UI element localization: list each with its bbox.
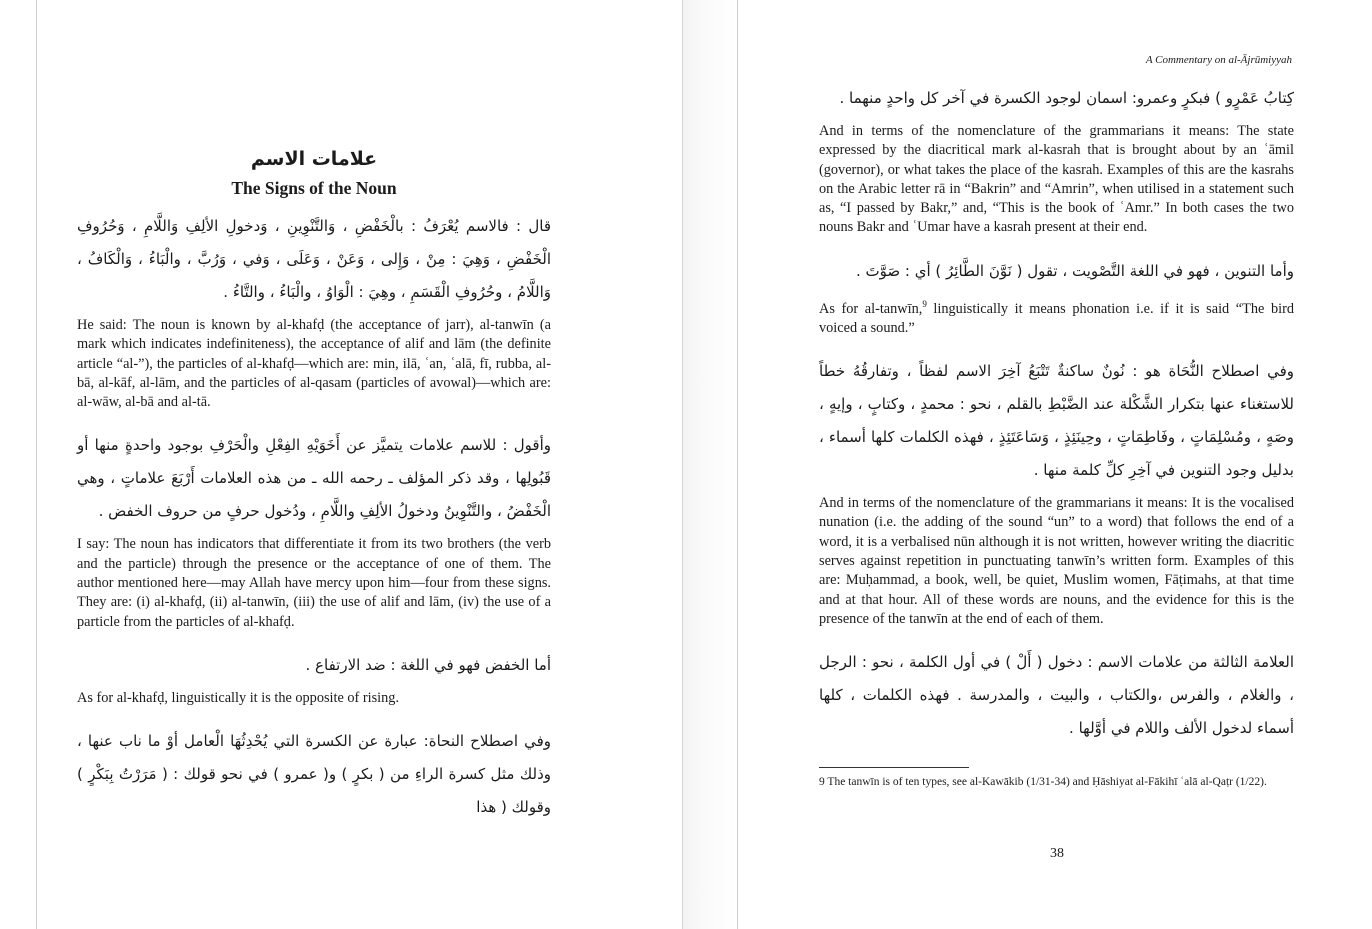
english-paragraph: I say: The noun has indicators that differentiate it from its two brothers (the verb and the particle) through the presence or the acceptance of one of them. The author mentioned here—may Allah have mercy upon him—four from these signs. They are: (i) al-khafḍ, (ii) al-tanwīn, (iii) the use of alif and lām, (iv) the use of a particle from the particles of al-khafḍ. xyxy=(77,536,551,630)
running-head: A Commentary on al-Ājrūmiyyah xyxy=(1145,54,1292,66)
english-paragraph: And in terms of the nomenclature of the grammarians it means: The state expressed by the diacritical mark al-kasrah that is brought about by an ʿāmil (governor), or what takes the place of the kasrah. Examples of this are the kasrahs on the Arabic letter rā in “Bakrin” and “Amrin”, when utilised in a statement such as, “I passed by Bakr,” and, “This is the book of ʿAmr.” In both cases the two nouns Bakr and ʿUmar have a kasrah present at their end. xyxy=(819,123,1294,236)
arabic-paragraph: العلامة الثالثة من علامات الاسم : دخول ( أَلْ ) في أول الكلمة ، نحو : الرجل ، والغلام ، والفرس ،والكتاب ، والبيت ، والمدرسة . فهذه الكلمات ، كلها أسماء لدخول الألف واللام في أوَّلها . xyxy=(819,653,1294,738)
arabic-paragraph: وفي اصطلاح النحاة: عبارة عن الكسرة التي يُحْدِثُهَا الْعامل أوْ ما ناب عنها ، وذلك مثل كسرة الراءِ من ( بكرٍ ) و( عمرو ) في نحو قولك : ( مَرَرْتُ بِبَكْرٍ ) وقولك ( هذا xyxy=(77,732,551,817)
english-paragraph: He said: The noun is known by al-khafḍ (the acceptance of jarr), al-tanwīn (a mark which indicates indefiniteness), the acceptance of alif and lām (the definite article “al-”), the particles of al-khafḍ—which are: min, ilā, ʿan, ʿalā, fī, rubba, al-bā, al-kāf, al-lām, and the particles of al-qasam (particles of avowal)—which are: al-wāw, al-bā and al-tā. xyxy=(77,317,551,411)
arabic-paragraph: وفي اصطلاح النُّحَاة هو : نُونٌ ساكنةٌ تَتْبَعُ آخِرَ الاسم لفظاً ، وتفارقُهُ خطاً للاستغناء عنها بتكرار الشَّكْلة عند الضَّبْطِ بالقلم ، نحو : محمدٍ ، وكتابٍ ، وإيهٍ ، وصَهٍ ، ومُسْلِمَاتٍ ، وفَاطِمَاتٍ ، وحِينَئِذٍ ، وَسَاعَتَئِذٍ ، فهذه الكلمات كلها أسماء ، بدليل وجود التنوين في آخِرِ كلِّ كلمة منها . xyxy=(819,362,1294,480)
page-number: 38 xyxy=(1050,846,1064,861)
page-edge-line xyxy=(737,0,738,929)
arabic-paragraph: أما الخفض فهو في اللغة : ضد الارتفاع . xyxy=(305,655,551,674)
arabic-paragraph: وأقول : للاسم علامات يتميَّز عن أَخَوَيْهِ الفِعْلِ والْحَرْفِ بوجود واحدةٍ منها أو قَبُولِها ، وقد ذكر المؤلف ـ رحمه الله ـ من هذه العلامات أَرْبَعَ علاماتٍ ، وهي الْخَفْضُ ، والتَّنْوِينُ ودخولُ الألِفِ واللَّامِ ، ودُخول حرفٍ من حروف الخفض . xyxy=(77,436,551,521)
footnote-rule xyxy=(819,767,969,768)
english-text-segment: As for al-tanwīn, xyxy=(819,300,923,317)
right-page-text-column xyxy=(819,50,1294,790)
english-chapter-title: The Signs of the Noun xyxy=(231,178,397,198)
english-paragraph xyxy=(819,295,1294,338)
english-paragraph: As for al-khafḍ, linguistically it is the opposite of rising. xyxy=(77,689,400,706)
arabic-paragraph: كِتابُ عَمْرٍو ) فبكرٍ وعمرو: اسمان لوجود الكسرة في آخر كل واحدٍ منهما . xyxy=(839,89,1294,107)
page-edge-line xyxy=(36,0,37,929)
english-paragraph: And in terms of the nomenclature of the grammarians it means: It is the vocalised nunation (i.e. the adding of the sound “un” to a word) that follows the end of a word, it is a verbalised nūn although it is not written, however writing the diacritic serves against repetition in punctuating tanwīn’s written form. Examples of this are: Muḥammad, a book, well, be quiet, Muslim women, Fāṭimahs, at that time and at that hour. All of these words are nouns, and the evidence for this is the presence of the tanwīn at the end of each of them. xyxy=(819,495,1294,627)
english-paragraph-text xyxy=(819,298,1294,336)
english-text-segment: linguistically it means phonation i.e. if it is said “The bird voiced a sound.” xyxy=(819,300,1294,336)
footnote-marker[interactable]: 9 xyxy=(922,298,927,309)
arabic-chapter-title: علامات الاسم xyxy=(250,148,378,170)
arabic-paragraph: وأما التنوين ، فهو في اللغة التَّصْويت ، تقول ( نَوَّنَ الطَّائِرُ ) أي : صَوَّتَ . xyxy=(856,261,1294,280)
right-page xyxy=(737,0,1372,929)
book-gutter xyxy=(683,0,737,929)
left-page xyxy=(0,0,683,929)
left-page-text-column xyxy=(77,148,551,824)
footnote: 9 The tanwīn is of ten types, see al-Kawākib (1/31-34) and Ḥāshiyat al-Fākihī ʿalā al-Qaṭr (1/22). xyxy=(819,776,1267,789)
arabic-paragraph: قال : فالاسم يُعْرَفُ : بالْخَفْضِ ، وَالتَّنْوِينِ ، وَدخولِ الألِفِ وَاللَّامِ ، وَحُرُوفِ الْخَفْضِ ، وَهِيَ : مِنْ ، وَإِلى ، وَعَنْ ، وَعَلَى ، وَفي ، وَرُبَّ ، والْبَاءُ ، وَالْكَافُ ، وَاللَّامُ ، وحُرُوفِ الْقَسَمِ ، وهِيَ : الْوَاوُ ، والْبَاءُ ، والتَّاءُ . xyxy=(77,217,551,301)
